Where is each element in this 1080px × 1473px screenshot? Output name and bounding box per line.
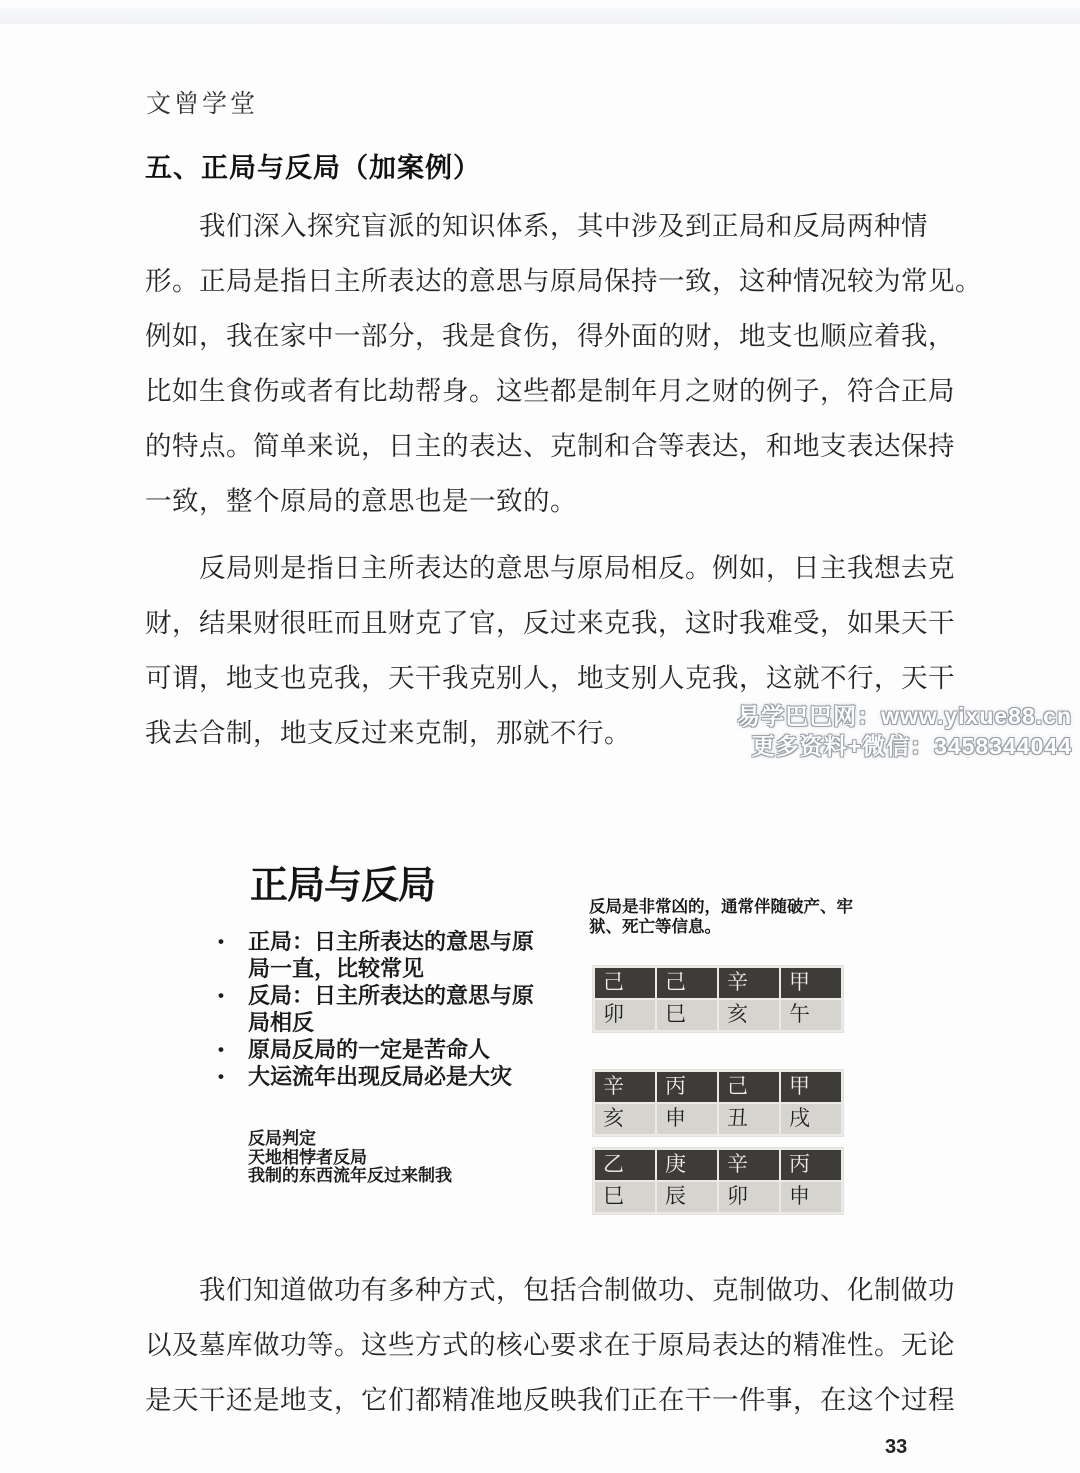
- criteria-line: 反局判定: [248, 1129, 316, 1148]
- bullet-line: 局一直，比较常见: [248, 956, 425, 981]
- stem-row: [595, 1072, 841, 1102]
- bullet-icon: •: [218, 1040, 224, 1059]
- bullet-icon: •: [218, 1067, 224, 1086]
- list-item: [218, 928, 578, 982]
- slide-title: 正局与反局: [250, 865, 436, 907]
- paragraph-zhengju: [145, 199, 982, 529]
- bullet-line: 原局反局的一定是苦命人: [248, 1037, 491, 1062]
- paragraph-line: 我们知道做功有多种方式，包括合制做功、克制做功、化制做功: [199, 1275, 955, 1305]
- paragraph-line: 一致，整个原局的意思也是一致的。: [145, 486, 577, 516]
- paragraph-line: 反局则是指日主所表达的意思与原局相反。例如，日主我想去克: [199, 553, 955, 583]
- stem-cell: 庚: [657, 1150, 717, 1180]
- paragraph-line: 是天干还是地支，它们都精准地反映我们正在干一件事，在这个过程: [145, 1385, 955, 1415]
- paragraph-line: 可谓，地支也克我，天干我克别人，地支别人克我，这就不行，天干: [145, 663, 955, 693]
- section-title: 五、正局与反局（加案例）: [145, 153, 481, 183]
- criteria-line: 我制的东西流年反过来制我: [248, 1166, 452, 1185]
- note-line: 反局是非常凶的，通常伴随破产、牢: [589, 898, 853, 916]
- stem-cell: 己: [719, 1072, 779, 1102]
- watermark-site: 易学巴巴网：www.yixue88.cn: [737, 703, 1072, 729]
- stem-row: [595, 1150, 841, 1180]
- page-number: 33: [885, 1436, 908, 1458]
- stem-cell: 辛: [719, 1150, 779, 1180]
- criteria-line: 天地相悖者反局: [248, 1147, 367, 1167]
- paragraph-line: 以及墓库做功等。这些方式的核心要求在于原局表达的精准性。无论: [145, 1330, 955, 1360]
- bazi-chart-2: [593, 1070, 843, 1136]
- branch-cell: 亥: [595, 1104, 655, 1134]
- branch-cell: 丑: [719, 1104, 779, 1134]
- paragraph-line: 财，结果财很旺而且财克了官，反过来克我，这时我难受，如果天干: [145, 608, 955, 638]
- branch-row: [595, 1104, 841, 1134]
- slide-note: [589, 898, 853, 937]
- paragraph-line: 形。正局是指日主所表达的意思与原局保持一致，这种情况较为常见。: [145, 266, 982, 296]
- bazi-chart-3: [593, 1148, 843, 1214]
- branch-cell: 卯: [719, 1182, 779, 1212]
- site-watermark: [737, 701, 1072, 761]
- branch-cell: 申: [781, 1182, 841, 1212]
- stem-cell: 丙: [657, 1072, 717, 1102]
- stem-cell: 辛: [719, 968, 779, 998]
- branch-cell: 巳: [595, 1182, 655, 1212]
- paragraph-line: 的特点。简单来说，日主的表达、克制和合等表达，和地支表达保持: [145, 431, 955, 461]
- bullet-icon: •: [218, 986, 224, 1005]
- branch-row: [595, 1182, 841, 1212]
- branch-cell: 卯: [595, 1000, 655, 1030]
- fanju-criteria: [248, 1130, 452, 1186]
- stem-cell: 己: [657, 968, 717, 998]
- scan-edge-band: [0, 8, 1080, 24]
- paragraph-line: 例如，我在家中一部分，我是食伤，得外面的财，地支也顺应着我，: [145, 321, 955, 351]
- school-header: 文曾学堂: [146, 91, 259, 118]
- branch-cell: 申: [657, 1104, 717, 1134]
- watermark-wechat: 更多资料+微信：3458344044: [751, 733, 1072, 759]
- stem-cell: 己: [595, 968, 655, 998]
- slide-bullet-list: [218, 928, 578, 1090]
- stem-row: [595, 968, 841, 998]
- branch-cell: 辰: [657, 1182, 717, 1212]
- paragraph-line: 我们深入探究盲派的知识体系，其中涉及到正局和反局两种情: [199, 211, 928, 241]
- bullet-line: 局相反: [248, 1010, 315, 1035]
- branch-cell: 戌: [781, 1104, 841, 1134]
- note-line: 狱、死亡等信息。: [589, 917, 721, 936]
- branch-cell: 亥: [719, 1000, 779, 1030]
- bullet-line: 大运流年出现反局必是大灾: [248, 1064, 513, 1089]
- paragraph-zuogong: [145, 1263, 955, 1428]
- bazi-chart-1: [593, 966, 843, 1032]
- paragraph-line: 比如生食伤或者有比劫帮身。这些都是制年月之财的例子，符合正局: [145, 376, 955, 406]
- list-item: [218, 982, 578, 1036]
- branch-row: [595, 1000, 841, 1030]
- list-item: [218, 1063, 578, 1090]
- stem-cell: 乙: [595, 1150, 655, 1180]
- stem-cell: 甲: [781, 1072, 841, 1102]
- branch-cell: 巳: [657, 1000, 717, 1030]
- branch-cell: 午: [781, 1000, 841, 1030]
- bullet-line: 反局：日主所表达的意思与原: [248, 983, 535, 1008]
- stem-cell: 甲: [781, 968, 841, 998]
- list-item: [218, 1036, 578, 1063]
- paragraph-line: 我去合制，地支反过来克制，那就不行。: [145, 718, 631, 748]
- bullet-line: 正局：日主所表达的意思与原: [248, 929, 535, 954]
- stem-cell: 丙: [781, 1150, 841, 1180]
- stem-cell: 辛: [595, 1072, 655, 1102]
- bullet-icon: •: [218, 932, 224, 951]
